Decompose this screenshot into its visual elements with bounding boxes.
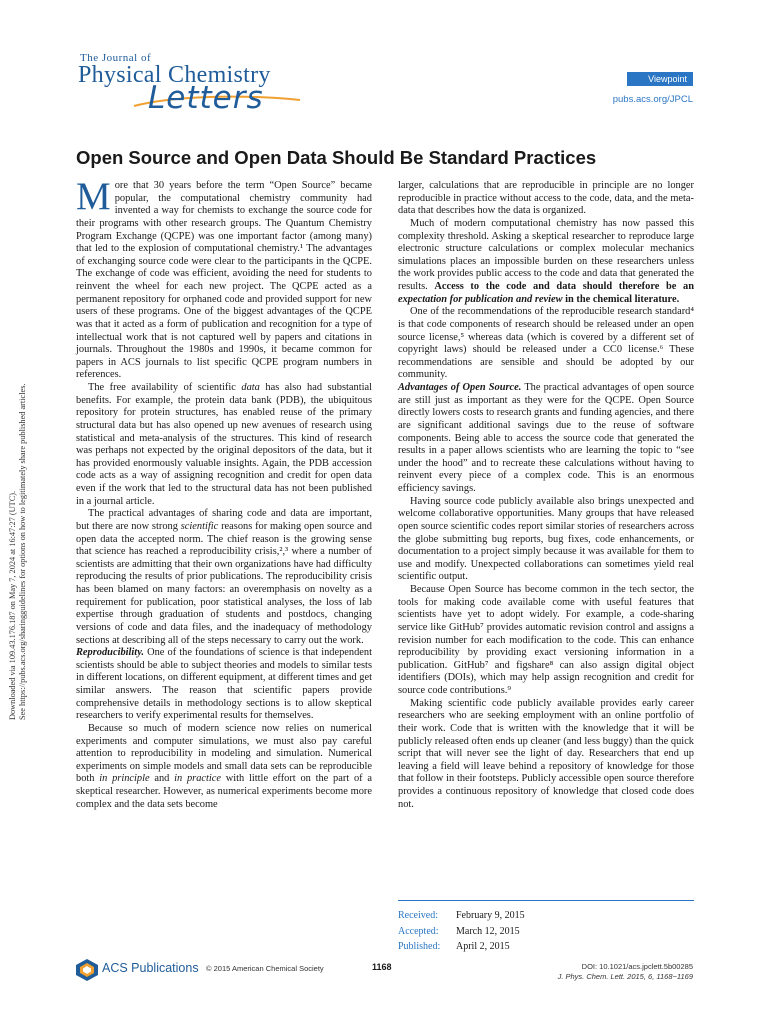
section-heading-advantages: Advantages of Open Source. xyxy=(398,382,522,393)
logo-title-text: Physical Chemistry xyxy=(78,62,271,88)
date-accepted xyxy=(398,924,525,940)
date-label: Published: xyxy=(398,941,441,952)
journal-logo xyxy=(76,52,296,116)
dates-divider xyxy=(398,900,694,901)
download-notice xyxy=(0,310,30,720)
paragraph-scientific-reasons xyxy=(76,508,372,647)
bold-emphasis-text: expectation for publication and review xyxy=(398,293,563,305)
paragraph-intro xyxy=(76,175,372,382)
drop-cap: M xyxy=(76,175,111,218)
article-type-badge: Viewpoint xyxy=(627,72,693,86)
right-column xyxy=(398,180,694,811)
date-value: March 12, 2015 xyxy=(456,925,520,937)
bold-statement xyxy=(398,281,694,305)
paragraph-text: with little effort on the part of a skeptical researcher. However, as numerical experiments become more complex and the data sets become xyxy=(76,773,372,810)
paragraph-text: The practical advantages of sharing code and data are important, but there are now strong xyxy=(76,508,372,532)
emphasis-text: data xyxy=(241,382,260,393)
paragraph-recommendations: One of the recommendations of the reproducible research standard⁴ is that code components of research should be released under an open source license,⁵ whereas data (which is covered by a different set of copyright laws) should be released under a CC0 license.⁶ These recommendations are sensible and should be adopted by our community. xyxy=(398,306,694,381)
publisher-name: ACS Publications xyxy=(102,961,199,975)
citation-text: J. Phys. Chem. Lett. 2015, 6, 1168−1169 xyxy=(557,972,693,981)
date-received xyxy=(398,908,525,924)
date-label: Received: xyxy=(398,910,438,921)
bold-text: in the chemical literature. xyxy=(562,293,680,305)
date-label: Accepted: xyxy=(398,925,439,937)
date-value: April 2, 2015 xyxy=(456,941,510,952)
paragraph-text: Much of modern computational chemistry has now passed this complexity threshold. Asking a skeptical researcher to reproduce large electronic structure calculations or complex molecular mechanics simulations places an impossible burden on these researchers unless the work provides public access to the code and data that generated the results. xyxy=(398,217,694,292)
download-notice-line2: See https://pubs.acs.org/sharingguidelines for options on how to legitimately share published articles. xyxy=(18,383,27,720)
paragraph-text: The practical advantages of open source are still just as important as they were for the QCPE. Open Source directly lowers costs to research grants and funding agencies, and there are significant additional savings due to the reuse of software components. Being able to access the source code that generated the results in a paper allows scientists who are learning the topic to “see under the hood” and to recreate these calculations without having to reinvent every piece of a complex code. This is an enormous efficiency savings. xyxy=(398,382,694,494)
paragraph-text: and xyxy=(149,773,175,785)
emphasis-text: in practice xyxy=(174,773,222,785)
paragraph-numerical-experiments xyxy=(76,723,372,811)
acs-hexagon-icon xyxy=(74,958,100,982)
paragraph-complexity xyxy=(398,218,694,306)
section-heading-reproducibility: Reproducibility. xyxy=(76,647,145,659)
paragraph-tech-sector: Because Open Source has become common in the tech sector, the tools for making code available come with useful features that scientists have yet to adopt widely. For example, a code-sharing service like GitHub⁷ provides automatic revision control and assigns a revision number for each modification to the code. This can enhance reproducibility by providing exact versioning information in a publication. GitHub⁷ and figshare⁸ can also assign digital object identifiers (DOIs), which may help assign recognition and credit for source code contributions.⁹ xyxy=(398,584,694,696)
paragraph-text: Because so much of modern science now relies on numerical experiments and computer simulations, we must also pay careful attention to reproducibility in modeling and simulation. Numerical experiments on simple models and small data sets can be reproducible both xyxy=(76,722,372,785)
left-column xyxy=(76,175,372,811)
paragraph-early-career: Making scientific code publicly available provides early career researchers who are seeking employment with an online portfolio of their work. Code that is written with the knowledge that it will be publicly released often ends up cleaner (and less buggy) than the quick script that will never see the light of day. Researchers that end up leaving a field will leave behind a repository of knowledge for those that follow in their footsteps. Publicly accessible open source therefore provides a continuous repository of knowledge that closed code does not. xyxy=(398,697,694,810)
paragraph-reproducibility xyxy=(76,647,372,723)
paragraph-open-data xyxy=(76,382,372,508)
paragraph-intro-text: ore that 30 years before the term “Open Source” became popular, the computational chemistry community had invented a way for chemists to exchange the source code for their programs with other research groups. The Quantum Chemistry Program Exchange (QCPE) was one important factor (among many) that led to the explosion of computational chemistry.¹ The advantages of exchanging source code were clear to the participants in the QCPE. The exchange of code was efficient, avoiding the need for students to reinvent the wheel for each new project. The QCPE acted as a permanent repository for orphaned code and provided support for new users of these programs. One of the biggest advantages of the QCPE was that it acted as a form of publication and recognition for a type of intellectual work that is not captured well by papers and citations in journals. Throughout the 1980s and 1990s, it became common for papers in ACS journals to list specific QCPE program numbers in references. xyxy=(76,180,372,381)
paragraph-continuation: larger, calculations that are reproducible in principle are no longer reproducible in practice without access to the code, data, and the meta-data that describes how the data is organized. xyxy=(398,180,694,217)
bold-text: Access to the code and data should therefore be an xyxy=(434,281,695,292)
logo-letters-text: Letters xyxy=(148,80,264,116)
article-title: Open Source and Open Data Should Be Standard Practices xyxy=(76,147,597,168)
acs-publications-logo xyxy=(74,958,199,982)
copyright-notice: © 2015 American Chemical Society xyxy=(206,964,324,973)
publication-dates xyxy=(398,908,525,955)
page-number: 1168 xyxy=(372,962,392,972)
download-notice-line1: Downloaded via 109.43.176.187 on May 7, 2024 at 16:47:27 (UTC). xyxy=(8,490,17,720)
paragraph-text: has also had substantial benefits. For example, the protein data bank (PDB), the ubiquitous repository for protein structures, has enabled reuse of the primary structural data but has also opened up new avenues of research using statistical and meta-analysis of the structures. This kind of research was perhaps not expected by the original depositors of the data, but it has provided enormously valuable insights. Again, the PDB accession code acts as a way of assigning recognition and credit for open data even if the work that led to the structural data has not been published in a journal article. xyxy=(76,382,372,507)
paragraph-text: One of the foundations of science is that independent scientists should be able to subject theories and models to similar tests in different locations, on different equipment, at different times and get similar answers. The reason that scientific papers provide comprehensive details in methodology sections is to allow skeptical researchers to verify experimental results for themselves. xyxy=(76,647,372,722)
paragraph-advantages xyxy=(398,382,694,496)
date-published xyxy=(398,939,525,955)
emphasis-text: in principle xyxy=(99,773,150,785)
paragraph-collaboration: Having source code publicly available also brings unexpected and welcome collaborative opportunities. Many groups that have released open source scientific codes report similar stories of researchers across the globe submitting bug reports, bug fixes, code enhancements, or documentation to a project simply because it was available for them to use and modify. Unexpected collaborations can sometimes yield real scientific output. xyxy=(398,495,694,583)
date-value: February 9, 2015 xyxy=(456,910,525,921)
paragraph-text: reasons for making open source and open data the accepted norm. The chief reason is the growing sense that science has reached a reproducibility crisis,²,³ where a number of scientists are admitting that their own organizations have had difficulty reproducing the results of prior publications. The reproducibility crisis has been blamed on many factors: an overemphasis on novelty as a requirement for publication, poor statistical analyses, the loss of lab expertise through graduation of students and postdocs, changing versions of code and data files, and the inadequacy of methodology sections at describing all of the steps necessary to carry out the work. xyxy=(76,520,372,646)
logo-the-text: The Journal of xyxy=(80,52,152,64)
doi-text[interactable]: DOI: 10.1021/acs.jpclett.5b00285 xyxy=(581,962,693,971)
journal-url-link[interactable]: pubs.acs.org/JPCL xyxy=(612,94,693,105)
emphasis-text: scientific xyxy=(180,520,219,532)
paragraph-text: The free availability of scientific xyxy=(88,382,242,393)
doi-citation xyxy=(500,962,693,982)
